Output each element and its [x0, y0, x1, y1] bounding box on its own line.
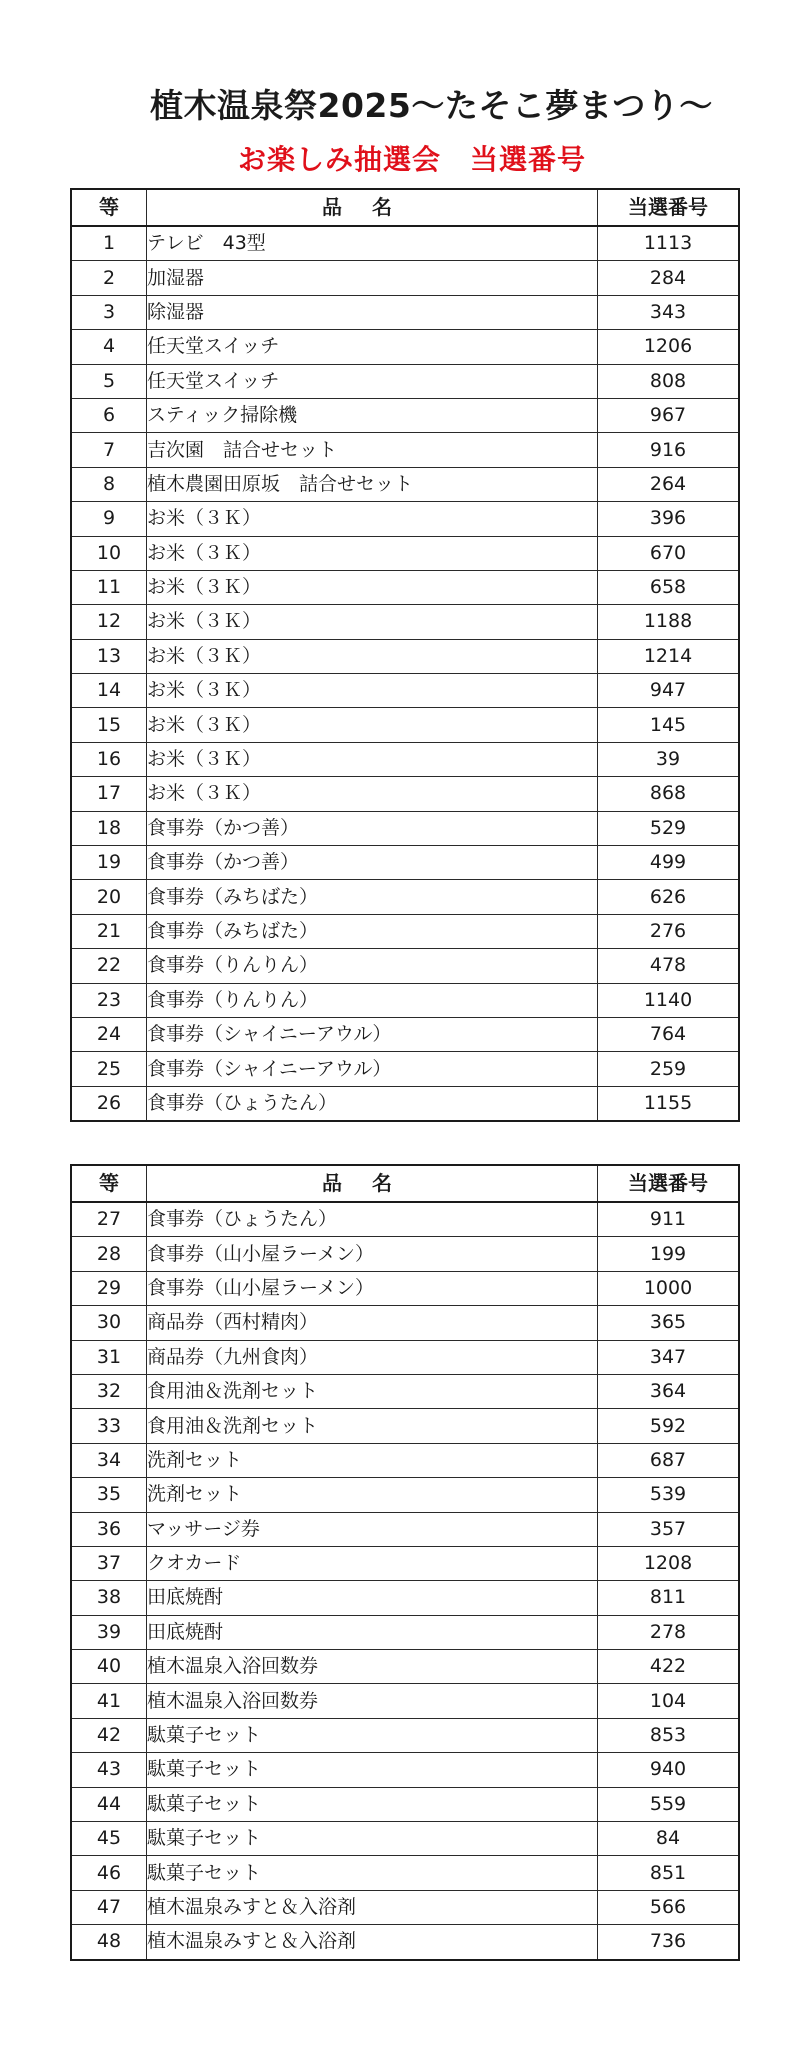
cell-number: 851	[598, 1856, 740, 1890]
cell-number: 559	[598, 1787, 740, 1821]
cell-rank: 43	[71, 1753, 147, 1787]
cell-item: 食事券（りんりん）	[147, 983, 598, 1017]
header-rank: 等	[71, 1165, 147, 1202]
cell-rank: 38	[71, 1581, 147, 1615]
cell-item: 駄菓子セット	[147, 1718, 598, 1752]
cell-number: 626	[598, 880, 740, 914]
cell-item: お米（３Ｋ）	[147, 570, 598, 604]
cell-rank: 41	[71, 1684, 147, 1718]
cell-number: 539	[598, 1478, 740, 1512]
cell-rank: 13	[71, 639, 147, 673]
cell-item: 駄菓子セット	[147, 1787, 598, 1821]
cell-rank: 37	[71, 1546, 147, 1580]
cell-number: 478	[598, 949, 740, 983]
cell-item: 任天堂スイッチ	[147, 364, 598, 398]
cell-rank: 40	[71, 1650, 147, 1684]
table-row	[71, 914, 739, 948]
cell-number: 868	[598, 777, 740, 811]
table-row	[71, 1409, 739, 1443]
cell-number: 658	[598, 570, 740, 604]
cell-rank: 31	[71, 1340, 147, 1374]
cell-item: 食事券（シャイニーアウル）	[147, 1052, 598, 1086]
table-row	[71, 983, 739, 1017]
cell-item: 食事券（シャイニーアウル）	[147, 1017, 598, 1051]
table-row	[71, 502, 739, 536]
cell-item: 加湿器	[147, 261, 598, 295]
cell-item: マッサージ券	[147, 1512, 598, 1546]
cell-rank: 27	[71, 1202, 147, 1237]
cell-rank: 23	[71, 983, 147, 1017]
table-row	[71, 742, 739, 776]
cell-number: 736	[598, 1925, 740, 1960]
cell-item: 食用油＆洗剤セット	[147, 1374, 598, 1408]
cell-item: 食用油＆洗剤セット	[147, 1409, 598, 1443]
cell-item: 洗剤セット	[147, 1478, 598, 1512]
table-row	[71, 639, 739, 673]
cell-rank: 21	[71, 914, 147, 948]
cell-rank: 20	[71, 880, 147, 914]
cell-item: 植木温泉入浴回数券	[147, 1650, 598, 1684]
cell-rank: 12	[71, 605, 147, 639]
cell-item: 植木温泉みすと＆入浴剤	[147, 1890, 598, 1924]
cell-rank: 15	[71, 708, 147, 742]
cell-rank: 45	[71, 1822, 147, 1856]
table-row	[71, 1478, 739, 1512]
cell-rank: 18	[71, 811, 147, 845]
table-row	[71, 811, 739, 845]
cell-number: 259	[598, 1052, 740, 1086]
cell-rank: 33	[71, 1409, 147, 1443]
cell-number: 670	[598, 536, 740, 570]
table-row	[71, 1753, 739, 1787]
table-row	[71, 1374, 739, 1408]
cell-item: 駄菓子セット	[147, 1856, 598, 1890]
table-row	[71, 295, 739, 329]
table-row	[71, 536, 739, 570]
table-row	[71, 1615, 739, 1649]
cell-item: クオカード	[147, 1546, 598, 1580]
cell-number: 357	[598, 1512, 740, 1546]
cell-number: 365	[598, 1306, 740, 1340]
cell-rank: 5	[71, 364, 147, 398]
cell-number: 343	[598, 295, 740, 329]
table-row	[71, 1650, 739, 1684]
cell-rank: 36	[71, 1512, 147, 1546]
cell-item: 洗剤セット	[147, 1443, 598, 1477]
cell-item: 任天堂スイッチ	[147, 330, 598, 364]
cell-number: 687	[598, 1443, 740, 1477]
cell-item: 吉次園 詰合せセット	[147, 433, 598, 467]
cell-number: 1000	[598, 1271, 740, 1305]
cell-rank: 11	[71, 570, 147, 604]
table-row	[71, 398, 739, 432]
cell-number: 199	[598, 1237, 740, 1271]
cell-rank: 10	[71, 536, 147, 570]
cell-number: 104	[598, 1684, 740, 1718]
table-row	[71, 261, 739, 295]
cell-rank: 17	[71, 777, 147, 811]
table-row	[71, 674, 739, 708]
cell-item: お米（３Ｋ）	[147, 742, 598, 776]
cell-item: お米（３Ｋ）	[147, 674, 598, 708]
cell-item: お米（３Ｋ）	[147, 639, 598, 673]
cell-rank: 29	[71, 1271, 147, 1305]
cell-number: 1206	[598, 330, 740, 364]
table-row	[71, 330, 739, 364]
table-row	[71, 777, 739, 811]
cell-rank: 35	[71, 1478, 147, 1512]
cell-rank: 25	[71, 1052, 147, 1086]
cell-number: 853	[598, 1718, 740, 1752]
cell-number: 1214	[598, 639, 740, 673]
table-row	[71, 1546, 739, 1580]
cell-rank: 1	[71, 226, 147, 261]
cell-item: 駄菓子セット	[147, 1753, 598, 1787]
header-item: 品名	[147, 189, 598, 226]
cell-rank: 28	[71, 1237, 147, 1271]
table-row	[71, 1271, 739, 1305]
cell-item: 商品券（西村精肉）	[147, 1306, 598, 1340]
cell-rank: 7	[71, 433, 147, 467]
cell-rank: 4	[71, 330, 147, 364]
cell-number: 764	[598, 1017, 740, 1051]
cell-number: 499	[598, 846, 740, 880]
table-row	[71, 1340, 739, 1374]
cell-number: 347	[598, 1340, 740, 1374]
cell-item: 食事券（りんりん）	[147, 949, 598, 983]
cell-item: 食事券（かつ善）	[147, 846, 598, 880]
header-number: 当選番号	[598, 189, 740, 226]
table-row	[71, 1306, 739, 1340]
cell-rank: 39	[71, 1615, 147, 1649]
cell-rank: 44	[71, 1787, 147, 1821]
cell-number: 284	[598, 261, 740, 295]
cell-rank: 19	[71, 846, 147, 880]
cell-item: スティック掃除機	[147, 398, 598, 432]
cell-item: 食事券（山小屋ラーメン）	[147, 1237, 598, 1271]
cell-number: 529	[598, 811, 740, 845]
cell-item: 植木温泉入浴回数券	[147, 1684, 598, 1718]
cell-item: お米（３Ｋ）	[147, 536, 598, 570]
cell-item: お米（３Ｋ）	[147, 605, 598, 639]
table-row	[71, 433, 739, 467]
cell-number: 276	[598, 914, 740, 948]
header-rank: 等	[71, 189, 147, 226]
page-title: 植木温泉祭2025～たそこ夢まつり～	[150, 86, 713, 125]
cell-rank: 8	[71, 467, 147, 501]
table-row	[71, 1718, 739, 1752]
table-row	[71, 467, 739, 501]
cell-rank: 24	[71, 1017, 147, 1051]
cell-item: 食事券（かつ善）	[147, 811, 598, 845]
cell-item: 食事券（山小屋ラーメン）	[147, 1271, 598, 1305]
cell-item: 除湿器	[147, 295, 598, 329]
cell-rank: 16	[71, 742, 147, 776]
table-row	[71, 1925, 739, 1960]
table-row	[71, 1443, 739, 1477]
table-row	[71, 1052, 739, 1086]
cell-number: 145	[598, 708, 740, 742]
cell-rank: 6	[71, 398, 147, 432]
cell-item: テレビ 43型	[147, 226, 598, 261]
cell-number: 396	[598, 502, 740, 536]
cell-number: 1140	[598, 983, 740, 1017]
cell-rank: 3	[71, 295, 147, 329]
cell-rank: 26	[71, 1086, 147, 1121]
table-row	[71, 1237, 739, 1271]
cell-number: 422	[598, 1650, 740, 1684]
cell-rank: 9	[71, 502, 147, 536]
cell-item: 田底焼酎	[147, 1615, 598, 1649]
cell-number: 1155	[598, 1086, 740, 1121]
table-row	[71, 1787, 739, 1821]
cell-number: 566	[598, 1890, 740, 1924]
table-row	[71, 1581, 739, 1615]
table-row	[71, 1684, 739, 1718]
cell-number: 940	[598, 1753, 740, 1787]
table-row	[71, 880, 739, 914]
cell-item: 食事券（ひょうたん）	[147, 1086, 598, 1121]
table-row	[71, 605, 739, 639]
cell-item: 食事券（みちばた）	[147, 880, 598, 914]
table-row	[71, 1017, 739, 1051]
cell-number: 967	[598, 398, 740, 432]
cell-rank: 32	[71, 1374, 147, 1408]
table-row	[71, 846, 739, 880]
cell-rank: 48	[71, 1925, 147, 1960]
cell-item: お米（３Ｋ）	[147, 777, 598, 811]
cell-rank: 2	[71, 261, 147, 295]
cell-number: 592	[598, 1409, 740, 1443]
cell-number: 947	[598, 674, 740, 708]
table-row	[71, 1086, 739, 1121]
cell-number: 916	[598, 433, 740, 467]
cell-number: 1188	[598, 605, 740, 639]
cell-number: 364	[598, 1374, 740, 1408]
cell-rank: 34	[71, 1443, 147, 1477]
cell-rank: 30	[71, 1306, 147, 1340]
cell-number: 39	[598, 742, 740, 776]
table-header-row	[71, 1165, 739, 1202]
table-row	[71, 1822, 739, 1856]
table-row	[71, 570, 739, 604]
cell-rank: 14	[71, 674, 147, 708]
cell-item: お米（３Ｋ）	[147, 502, 598, 536]
cell-number: 808	[598, 364, 740, 398]
cell-item: 植木温泉みすと＆入浴剤	[147, 1925, 598, 1960]
cell-rank: 46	[71, 1856, 147, 1890]
table-row	[71, 1856, 739, 1890]
header-number: 当選番号	[598, 1165, 740, 1202]
cell-number: 84	[598, 1822, 740, 1856]
cell-item: 食事券（みちばた）	[147, 914, 598, 948]
cell-item: 駄菓子セット	[147, 1822, 598, 1856]
cell-rank: 42	[71, 1718, 147, 1752]
prize-table-1	[70, 188, 740, 1122]
cell-item: 食事券（ひょうたん）	[147, 1202, 598, 1237]
cell-rank: 22	[71, 949, 147, 983]
cell-number: 264	[598, 467, 740, 501]
header-item: 品名	[147, 1165, 598, 1202]
cell-number: 811	[598, 1581, 740, 1615]
cell-item: お米（３Ｋ）	[147, 708, 598, 742]
table-row	[71, 1512, 739, 1546]
cell-number: 1208	[598, 1546, 740, 1580]
cell-number: 911	[598, 1202, 740, 1237]
table-row	[71, 1202, 739, 1237]
table-row	[71, 949, 739, 983]
page-subtitle: お楽しみ抽選会 当選番号	[238, 143, 587, 176]
cell-item: 商品券（九州食肉）	[147, 1340, 598, 1374]
table-row	[71, 1890, 739, 1924]
table-row	[71, 364, 739, 398]
cell-number: 278	[598, 1615, 740, 1649]
cell-item: 植木農園田原坂 詰合せセット	[147, 467, 598, 501]
table-header-row	[71, 189, 739, 226]
cell-number: 1113	[598, 226, 740, 261]
cell-rank: 47	[71, 1890, 147, 1924]
table-row	[71, 226, 739, 261]
cell-item: 田底焼酎	[147, 1581, 598, 1615]
prize-table-2	[70, 1164, 740, 1961]
table-row	[71, 708, 739, 742]
